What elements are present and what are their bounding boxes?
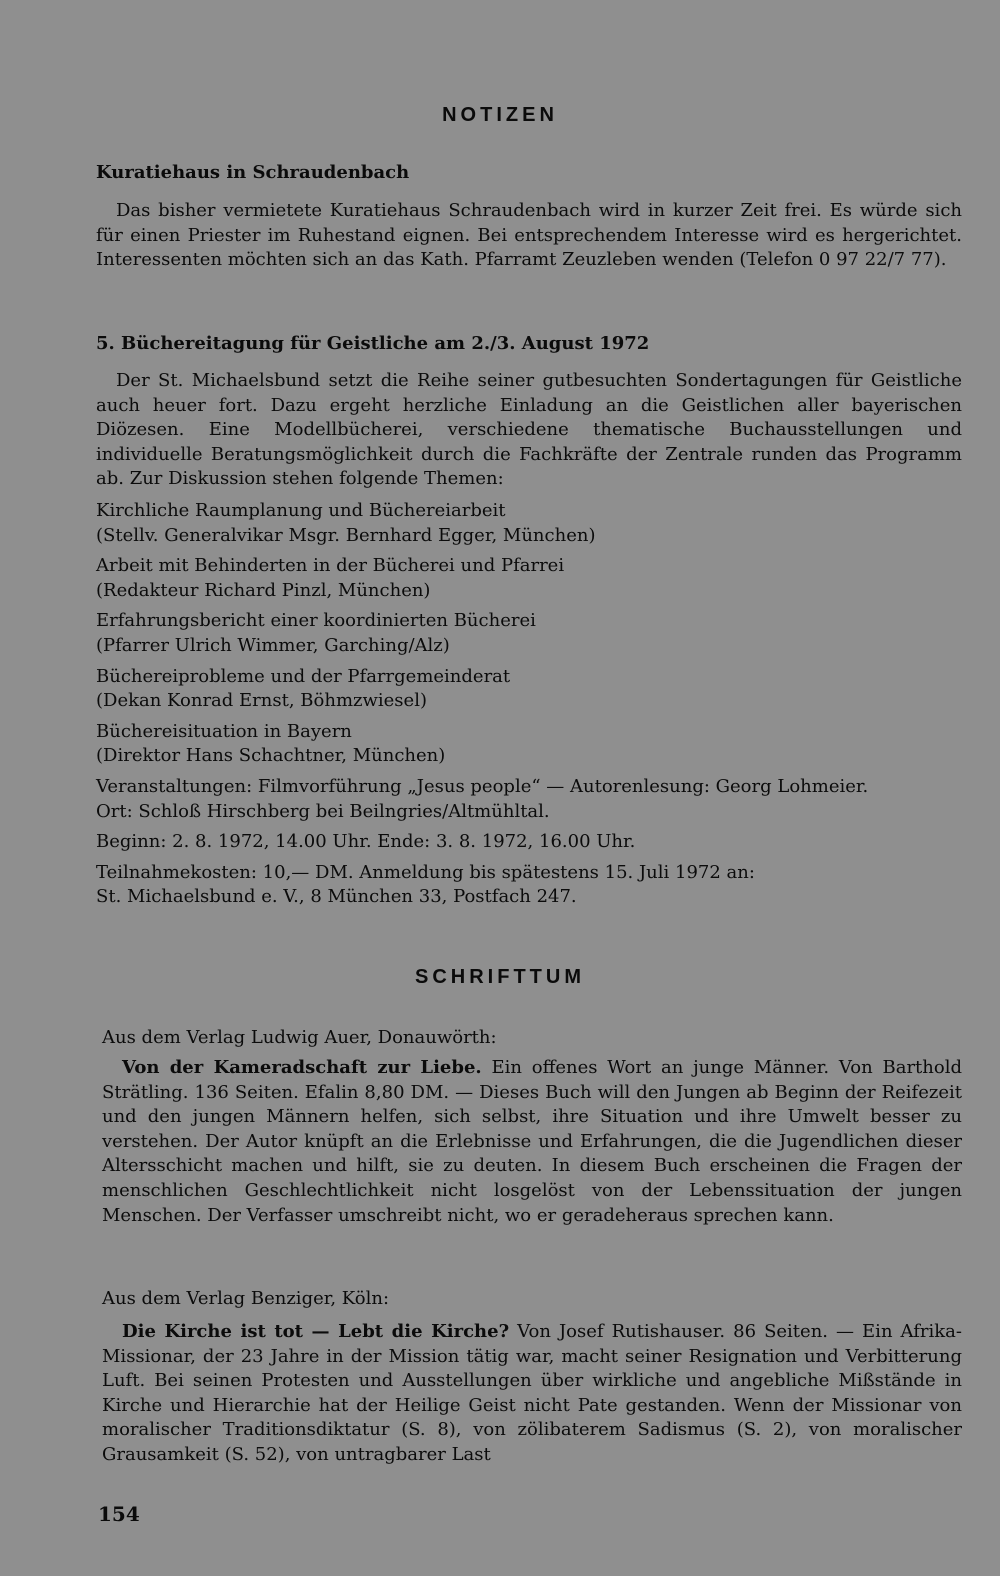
heading-buechereitagung: 5. Büchereitagung für Geistliche am 2./3. August 1972	[96, 333, 650, 354]
review-kirche-ist-tot	[102, 1320, 962, 1468]
location-line: Ort: Schloß Hirschberg bei Beilngries/Altmühltal.	[96, 800, 550, 822]
topic-item	[96, 554, 962, 603]
heading-kuratiehaus: Kuratiehaus in Schraudenbach	[96, 162, 410, 183]
topic-speaker: (Redakteur Richard Pinzl, München)	[96, 579, 431, 601]
topic-item	[96, 499, 962, 548]
review-kameradschaft-text	[102, 1056, 962, 1228]
review-text: Ein offenes Wort an junge Männer. Von Barthold Strätling. 136 Seiten. Efalin 8,80 DM. — Dieses Buch will den Jungen ab Beginn der Reifezeit und den jungen Männern helfen, sich selbst, ihre Situation und ihre Umwelt besser zu verstehen. Der Autor knüpft an die Erlebnisse und Erfahrungen, die die Jugendlichen dieser Altersschicht machen und hilft, sie zu deuten. In diesem Buch erscheinen die Fragen der menschlichen Geschlechtlichkeit nicht losgelöst von der Lebenssituation der jungen Menschen. Der Verfasser umschreibt nicht, wo er geradeheraus sprechen kann.	[102, 1057, 962, 1226]
topic-speaker: (Pfarrer Ulrich Wimmer, Garching/Alz)	[96, 634, 450, 656]
topic-title: Kirchliche Raumplanung und Büchereiarbeit	[96, 500, 506, 521]
topic-title: Erfahrungsbericht einer koordinierten Bücherei	[96, 610, 536, 632]
review-text: Von Josef Rutishauser. 86 Seiten. — Ein Afrika-Missionar, der 23 Jahre in der Mission tätig war, macht seiner Resignation und Verbitterung Luft. Bei seinen Protesten und Ausstellungen über wirkliche und angebliche Mißstände in Kirche und Hierarchie hat der Heilige Geist nicht Pate gestanden. Wenn der Missionar von moralischer Traditionsdiktatur (S. 8), von zölibaterem Sadismus (S. 2), von moralischer Grausamkeit (S. 52), von untragbarer Last	[102, 1321, 962, 1465]
section-title-notizen: NOTIZEN	[442, 104, 558, 126]
topic-item	[96, 665, 962, 714]
dates-line: Beginn: 2. 8. 1972, 14.00 Uhr. Ende: 3. 8. 1972, 16.00 Uhr.	[96, 831, 636, 853]
topic-item	[96, 720, 962, 769]
dates-block	[96, 830, 962, 855]
events-line: Veranstaltungen: Filmvorführung „Jesus people“ — Autorenlesung: Georg Lohmeier.	[96, 775, 869, 797]
page-number: 154	[98, 1502, 140, 1526]
address-line: St. Michaelsbund e. V., 8 München 33, Postfach 247.	[96, 886, 577, 908]
events-block	[96, 775, 962, 824]
costs-block	[96, 861, 962, 910]
topic-title: Büchereisituation in Bayern	[96, 720, 352, 742]
topic-title: Arbeit mit Behinderten in der Bücherei und Pfarrei	[96, 555, 565, 577]
publisher-auer	[102, 1026, 962, 1051]
costs-line: Teilnahmekosten: 10,— DM. Anmeldung bis spätestens 15. Juli 1972 an:	[96, 861, 755, 883]
paragraph-buechereitagung-text: Der St. Michaelsbund setzt die Reihe seiner gutbesuchten Sondertagungen für Geistliche auch heuer fort. Dazu ergeht herzliche Einladung an die Geistlichen aller bayerischen Diözesen. Eine Modellbücherei, verschiedene thematische Buchausstellungen und individuelle Beratungsmöglichkeit durch die Fachkräfte der Zentrale runden das Programm ab. Zur Diskussion stehen folgende Themen:	[96, 370, 962, 490]
topic-speaker: (Dekan Konrad Ernst, Böhmzwiesel)	[96, 690, 427, 712]
review-kirche-text	[102, 1320, 962, 1468]
topic-item	[96, 609, 962, 658]
book-title: Von der Kameradschaft zur Liebe.	[122, 1057, 482, 1078]
book-title: Die Kirche ist tot — Lebt die Kirche?	[122, 1321, 510, 1342]
topic-title: Büchereiprobleme und der Pfarrgemeinderat	[96, 665, 511, 687]
publisher-benziger-text: Aus dem Verlag Benziger, Köln:	[102, 1288, 390, 1309]
paragraph-kuratiehaus	[96, 199, 962, 273]
publisher-benziger	[102, 1287, 962, 1312]
topic-speaker: (Stellv. Generalvikar Msgr. Bernhard Egger, München)	[96, 524, 596, 546]
topic-list	[96, 499, 962, 910]
section-title-schrifttum: SCHRIFTTUM	[415, 966, 585, 988]
topic-speaker: (Direktor Hans Schachtner, München)	[96, 745, 446, 767]
review-kameradschaft	[102, 1056, 962, 1228]
paragraph-kuratiehaus-text: Das bisher vermietete Kuratiehaus Schraudenbach wird in kurzer Zeit frei. Es würde sich für einen Priester im Ruhestand eignen. Bei entsprechendem Interesse wird es hergerichtet. Interessenten möchten sich an das Kath. Pfarramt Zeuzleben wenden (Telefon 0 97 22/7 77).	[96, 200, 962, 271]
publisher-auer-text: Aus dem Verlag Ludwig Auer, Donauwörth:	[102, 1027, 497, 1048]
paragraph-buechereitagung	[96, 369, 962, 492]
